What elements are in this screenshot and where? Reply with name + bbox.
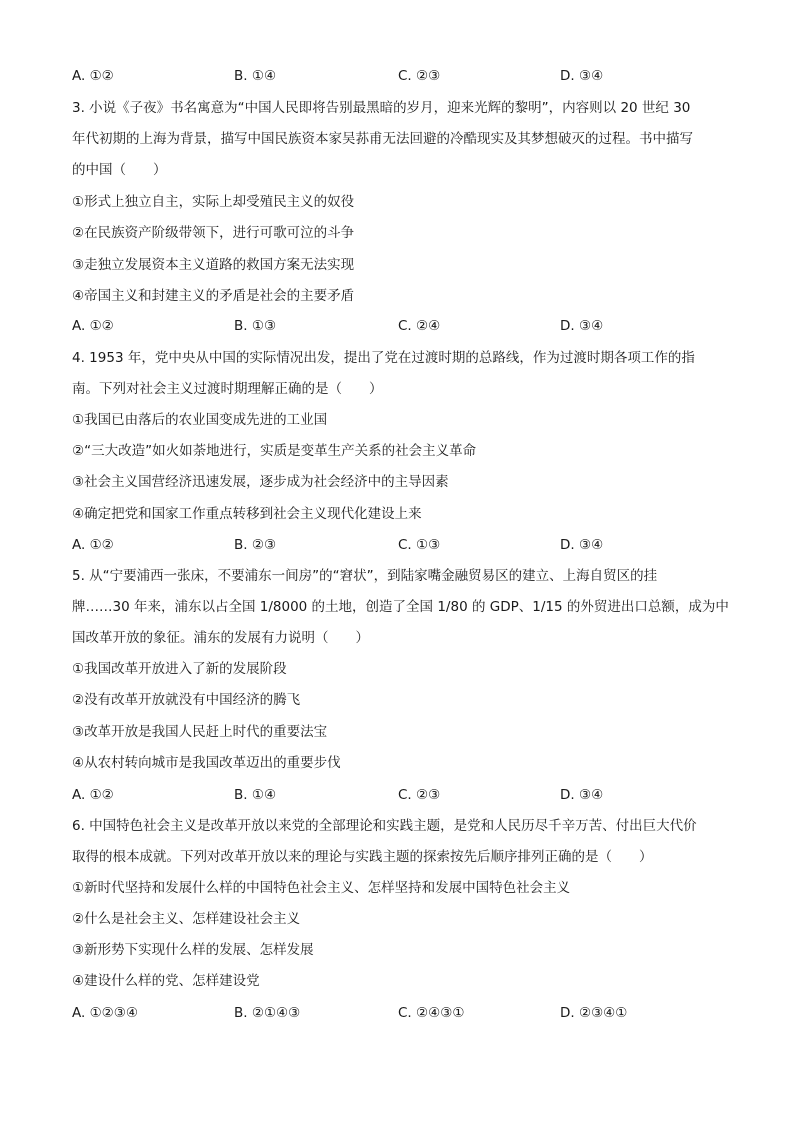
q4-stem-line-1: 4. 1953 年，党中央从中国的实际情况出发，提出了党在过渡时期的总路线，作为过渡时期各项工作的指: [72, 350, 695, 366]
q3-option-b: B. ①③: [234, 318, 277, 334]
q5-option-c: C. ②③: [398, 787, 441, 803]
q4-option-b: B. ②③: [234, 537, 277, 553]
q5-option-d: D. ③④: [560, 787, 604, 803]
q5-option-b: B. ①④: [234, 787, 277, 803]
q2-option-c: C. ②③: [398, 68, 441, 84]
q6-item-3: ③新形势下实现什么样的发展、怎样发展: [72, 942, 314, 958]
q4-item-3: ③社会主义国营经济迅速发展，逐步成为社会经济中的主导因素: [72, 474, 449, 490]
q4-item-4: ④确定把党和国家工作重点转移到社会主义现代化建设上来: [72, 506, 422, 522]
q4-options: [72, 535, 732, 555]
q2-option-b: B. ①④: [234, 68, 277, 84]
q5-item-3: ③改革开放是我国人民赶上时代的重要法宝: [72, 724, 328, 740]
q3-item-1: ①形式上独立自主，实际上却受殖民主义的奴役: [72, 194, 355, 210]
q3-option-a: A. ①②: [72, 318, 114, 334]
q4-stem-line-2: 南。下列对社会主义过渡时期理解正确的是（ ）: [72, 381, 383, 397]
q6-stem-line-1: 6. 中国特色社会主义是改革开放以来党的全部理论和实践主题，是党和人民历尽千辛万苦、付出巨大代价: [72, 818, 697, 834]
q3-stem-line-3: 的中国（ ）: [72, 162, 167, 178]
q6-item-4: ④建设什么样的党、怎样建设党: [72, 973, 260, 989]
q2-options: [72, 66, 732, 86]
q6-item-1: ①新时代坚持和发展什么样的中国特色社会主义、怎样坚持和发展中国特色社会主义: [72, 880, 571, 896]
q5-stem-line-2: 牌……30 年来，浦东以占全国 1/8000 的土地，创造了全国 1/80 的 GDP、1/15 的外贸进出口总额，成为中: [72, 599, 729, 615]
q3-item-3: ③走独立发展资本主义道路的救国方案无法实现: [72, 257, 355, 273]
q3-item-2: ②在民族资产阶级带领下，进行可歌可泣的斗争: [72, 225, 355, 241]
q4-item-1: ①我国已由落后的农业国变成先进的工业国: [72, 412, 328, 428]
q4-item-2: ②“三大改造”如火如荼地进行，实质是变革生产关系的社会主义革命: [72, 443, 477, 459]
q4-option-d: D. ③④: [560, 537, 604, 553]
q6-option-b: B. ②①④③: [234, 1005, 301, 1021]
q5-option-a: A. ①②: [72, 787, 114, 803]
q3-options: [72, 316, 732, 336]
q3-item-4: ④帝国主义和封建主义的矛盾是社会的主要矛盾: [72, 288, 355, 304]
q3-stem-line-2: 年代初期的上海为背景，描写中国民族资本家吴荪甫无法回避的冷酷现实及其梦想破灭的过程。书中描写: [72, 131, 693, 147]
q5-item-4: ④从农村转向城市是我国改革迈出的重要步伐: [72, 755, 341, 771]
q4-option-a: A. ①②: [72, 537, 114, 553]
q3-stem-line-1: 3. 小说《子夜》书名寓意为“中国人民即将告别最黑暗的岁月，迎来光辉的黎明”，内容则以 20 世纪 30: [72, 100, 691, 116]
q2-option-a: A. ①②: [72, 68, 114, 84]
q5-options: [72, 785, 732, 805]
q6-option-a: A. ①②③④: [72, 1005, 138, 1021]
q5-stem-line-3: 国改革开放的象征。浦东的发展有力说明（ ）: [72, 630, 369, 646]
q4-option-c: C. ①③: [398, 537, 441, 553]
q2-option-d: D. ③④: [560, 68, 604, 84]
q6-stem-line-2: 取得的根本成就。下列对改革开放以来的理论与实践主题的探索按先后顺序排列正确的是（ ）: [72, 849, 653, 865]
q6-item-2: ②什么是社会主义、怎样建设社会主义: [72, 911, 301, 927]
q6-option-d: D. ②③④①: [560, 1005, 628, 1021]
q6-options: [72, 1003, 732, 1023]
q5-item-2: ②没有改革开放就没有中国经济的腾飞: [72, 692, 301, 708]
q3-option-d: D. ③④: [560, 318, 604, 334]
q6-option-c: C. ②④③①: [398, 1005, 465, 1021]
q5-item-1: ①我国改革开放进入了新的发展阶段: [72, 661, 287, 677]
q5-stem-line-1: 5. 从“宁要浦西一张床，不要浦东一间房”的“窘状”，到陆家嘴金融贸易区的建立、上海自贸区的挂: [72, 568, 658, 584]
q3-option-c: C. ②④: [398, 318, 441, 334]
